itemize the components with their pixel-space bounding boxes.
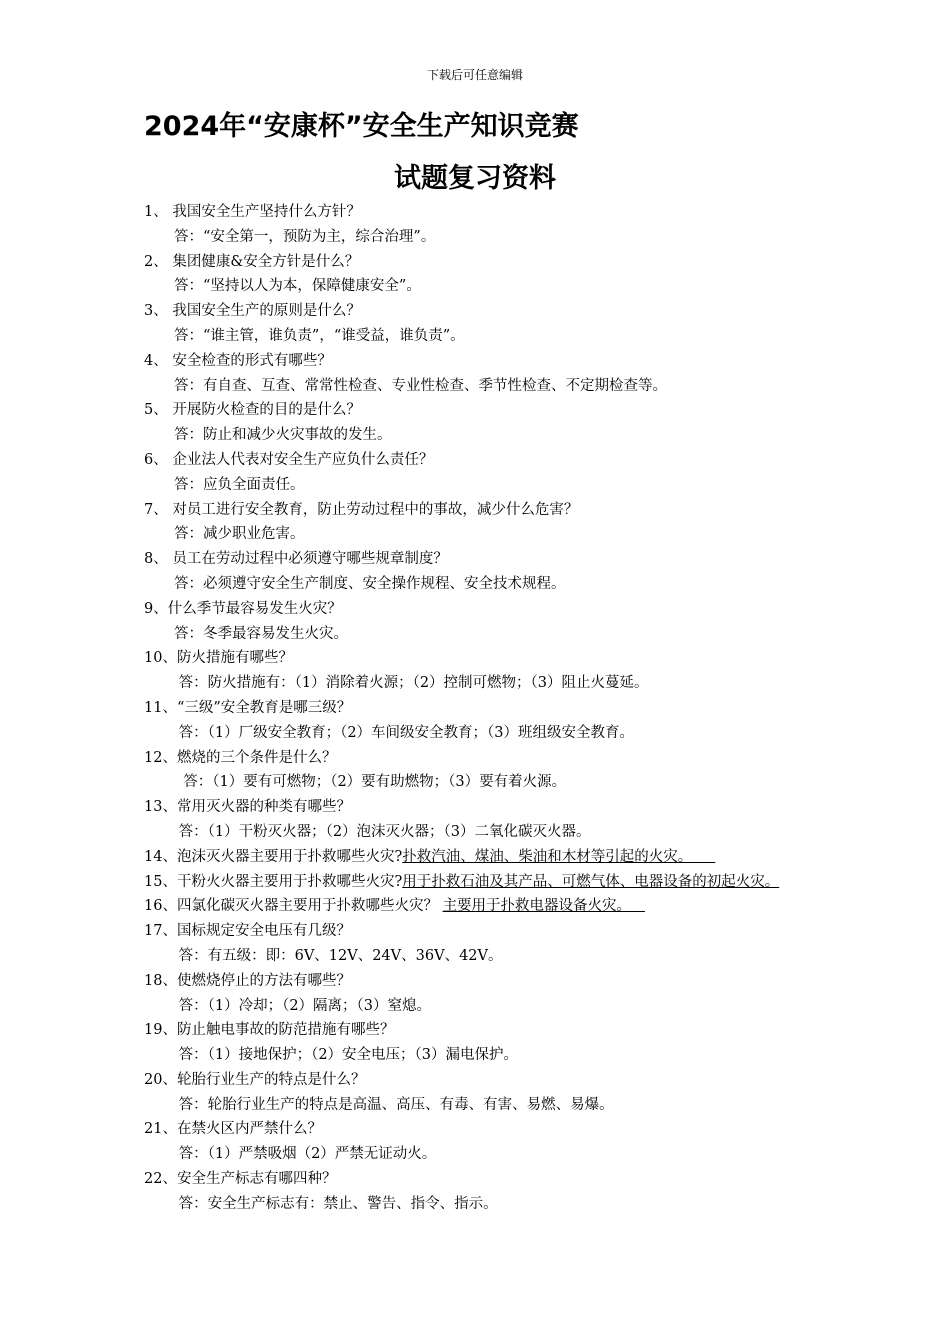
question-text: 16、四氯化碳灭火器主要用于扑救哪些火灾？ <box>144 898 443 915</box>
question-inline-answer <box>144 870 809 895</box>
question-text: 2、 集团健康&安全方针是什么？ <box>144 253 360 270</box>
answer-text: 答：（1）干粉灭火器；（2）泡沫灭火器；（3）二氧化碳灭火器。 <box>174 823 591 840</box>
question-text: 20、轮胎行业生产的特点是什么？ <box>144 1071 366 1088</box>
answer-text: 答：冬季最容易发生火灾。 <box>174 625 348 642</box>
question-text: 11、“三级”安全教育是哪三级？ <box>144 699 352 716</box>
question-text: 13、常用灭火器的种类有哪些？ <box>144 799 351 816</box>
answer-text: 答：有自查、互查、常常性检查、专业性检查、季节性检查、不定期检查等。 <box>174 377 667 394</box>
answer-text: 答：（1）厂级安全教育；（2）车间级安全教育；（3）班组级安全教育。 <box>174 724 635 741</box>
question-text: 4、 安全检查的形式有哪些？ <box>144 352 332 369</box>
answer-text: 答：应负全面责任。 <box>174 476 305 493</box>
qa-list <box>144 200 814 1217</box>
question-text: 7、 对员工进行安全教育，防止劳动过程中的事故，减少什么危害？ <box>144 501 579 518</box>
question-text: 14、泡沫灭火器主要用于扑救哪些火灾? <box>144 848 403 865</box>
answer-text: 答：有五级：即：6V、12V、24V、36V、42V。 <box>174 947 503 964</box>
document-subtitle-text: 试题复习资料 <box>394 163 556 194</box>
question-text: 22、安全生产标志有哪四种？ <box>144 1171 337 1188</box>
answer-text: 答：必须遵守安全生产制度、安全操作规程、安全技术规程。 <box>174 575 566 592</box>
question-text: 21、在禁火区内严禁什么？ <box>144 1121 322 1138</box>
answer-text: 答：（1）严禁吸烟（2）严禁无证动火。 <box>174 1146 437 1163</box>
question-text: 8、 员工在劳动过程中必须遵守哪些规章制度？ <box>144 551 448 568</box>
question-text: 9、什么季节最容易发生火灾？ <box>144 600 342 617</box>
answer-text: 答：轮胎行业生产的特点是高温、高压、有毒、有害、易燃、易爆。 <box>174 1096 614 1113</box>
answer-text: 答：防止和减少火灾事故的发生。 <box>174 427 392 444</box>
question-text: 1、 我国安全生产坚持什么方针？ <box>144 204 361 220</box>
question-text: 6、 企业法人代表对安全生产应负什么责任？ <box>144 451 434 468</box>
header-note: 下载后可任意编辑 <box>426 68 523 82</box>
answer-text: 答：（1）接地保护；（2）安全电压；（3）漏电保护。 <box>174 1047 519 1064</box>
answer-text: 答：防火措施有：（1）消除着火源；（2）控制可燃物；（3）阻止火蔓延。 <box>174 675 649 692</box>
answer-text: 答：（1）冷却；（2）隔离；（3）窒熄。 <box>174 997 432 1014</box>
answer-text: 用于扑救石油及其产品、可燃气体、电器设备的初起火灾。 <box>402 873 780 890</box>
question-text: 5、 开展防火检查的目的是什么？ <box>144 402 361 419</box>
question-text: 19、防止触电事故的防范措施有哪些？ <box>144 1022 395 1039</box>
question-text: 3、 我国安全生产的原则是什么？ <box>144 303 361 320</box>
question-text: 17、国标规定安全电压有几级？ <box>144 923 351 940</box>
answer-text: 主要用于扑救电器设备火灾。 <box>442 898 645 915</box>
answer-text: 答：减少职业危害。 <box>174 526 305 543</box>
question-text: 18、使燃烧停止的方法有哪些？ <box>144 972 351 989</box>
answer-text: 答：“坚持以人为本，保障健康安全”。 <box>174 278 421 295</box>
question-text: 15、干粉火火器主要用于扑救哪些火灾? <box>144 873 403 890</box>
document-title: 2024年“安康杯”安全生产知识竞赛 <box>144 111 579 142</box>
answer-text: 扑救汽油、煤油、柴油和木材等引起的火灾。 <box>402 848 716 865</box>
question-text: 10、防火措施有哪些？ <box>144 650 293 667</box>
answer-text: 答：“谁主管，谁负责”，“谁受益，谁负责”。 <box>174 327 465 344</box>
question-inline-answer <box>144 894 809 919</box>
answer-text: 答：“安全第一，预防为主，综合治理”。 <box>174 228 436 245</box>
question-inline-answer <box>144 845 809 870</box>
answer-text: 答：安全生产标志有：禁止、警告、指令、指示。 <box>174 1195 498 1212</box>
answer-text: 答：（1）要有可燃物；（2）要有助燃物；（3）要有着火源。 <box>174 774 567 791</box>
question-text: 12、燃烧的三个条件是什么？ <box>144 749 337 766</box>
document-subtitle <box>0 156 950 195</box>
